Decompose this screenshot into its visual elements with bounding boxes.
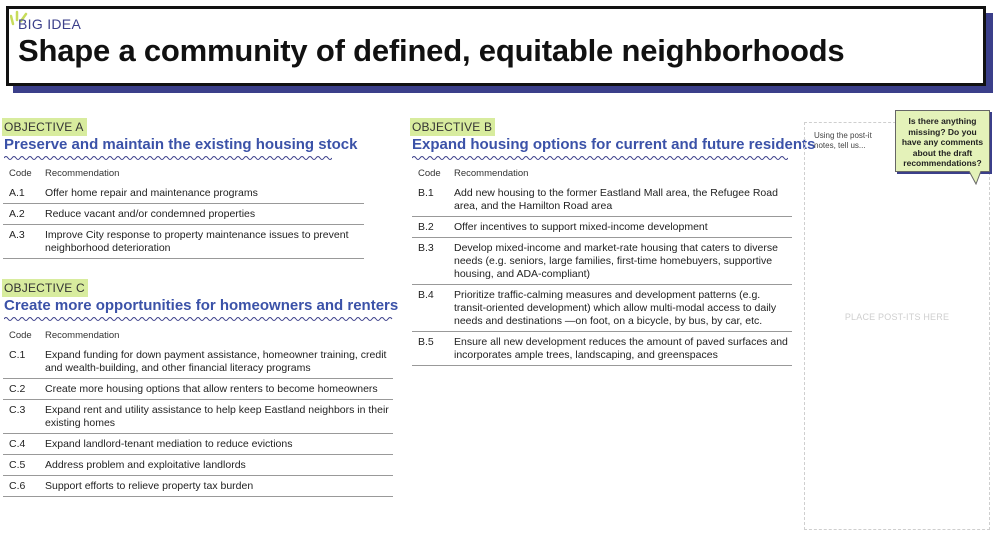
row-text: Reduce vacant and/or condemned properties: [45, 208, 256, 220]
table-row: [3, 455, 393, 476]
big-idea-label: BIG IDEA: [18, 16, 82, 32]
table-row: [412, 332, 792, 366]
objective-b-underline: [412, 155, 788, 161]
objective-c-title: Create more opportunities for homeowners and renters: [4, 297, 399, 314]
row-code: C.4: [9, 438, 26, 450]
row-text: Develop mixed-income and market-rate housing that caters to diverse needs (e.g. seniors, large families, first-time homebuyers, supportive housing, and ADA-compliant): [454, 242, 778, 280]
row-code: B.2: [418, 221, 434, 233]
row-text: Prioritize traffic-calming measures and development patterns (e.g. transit-oriented development) which allow multi-modal access to daily needs and destinations —on foot, on a bicycle, by bus, by car, etc.: [454, 289, 777, 327]
table-row: [412, 285, 792, 332]
row-code: B.5: [418, 336, 434, 348]
table-row: [3, 476, 393, 497]
row-text: Create more housing options that allow renters to become homeowners: [45, 383, 378, 395]
table-header: [3, 325, 393, 345]
row-code: C.3: [9, 404, 26, 416]
row-code: C.5: [9, 459, 26, 471]
row-text: Expand funding for down payment assistance, homeowner training, credit and wealth-building, and other financial literacy programs: [45, 349, 387, 374]
table-row: [412, 238, 792, 285]
page-title: Shape a community of defined, equitable neighborhoods: [18, 33, 845, 68]
table-header: [3, 163, 364, 183]
col-recommendation-header: Recommendation: [45, 329, 120, 341]
row-text: Ensure all new development reduces the amount of paved surfaces and incorporates ample trees, landscaping, and greenspaces: [454, 336, 788, 361]
table-row: [3, 225, 364, 259]
objective-a-table: [3, 163, 364, 259]
row-code: B.1: [418, 187, 434, 199]
objective-b-title: Expand housing options for current and future residents: [412, 136, 816, 153]
row-text: Offer home repair and maintenance programs: [45, 187, 258, 199]
row-text: Add new housing to the former Eastland Mall area, the Refugee Road area, and the Hamilton Road area: [454, 187, 778, 212]
row-code: B.4: [418, 289, 434, 301]
row-code: C.6: [9, 480, 26, 492]
row-code: C.1: [9, 349, 26, 361]
table-row: [412, 183, 792, 217]
speech-tail-icon: [968, 171, 982, 185]
table-row: [3, 400, 393, 434]
row-code: B.3: [418, 242, 434, 254]
row-text: Offer incentives to support mixed-income development: [454, 221, 708, 233]
objective-b-table: [412, 163, 792, 366]
table-header: [412, 163, 792, 183]
table-row: [3, 434, 393, 455]
objective-b-badge: OBJECTIVE B: [410, 118, 495, 136]
row-code: A.1: [9, 187, 25, 199]
row-text: Support efforts to relieve property tax burden: [45, 480, 254, 492]
row-text: Address problem and exploitative landlords: [45, 459, 246, 471]
table-row: [3, 345, 393, 379]
row-code: A.2: [9, 208, 25, 220]
table-row: [3, 183, 364, 204]
post-it-area[interactable]: [804, 122, 990, 530]
col-code-header: Code: [418, 167, 441, 179]
col-code-header: Code: [9, 329, 32, 341]
row-text: Expand rent and utility assistance to help keep Eastland neighbors in their existing homes: [45, 404, 389, 429]
row-code: C.2: [9, 383, 26, 395]
objective-a-badge: OBJECTIVE A: [2, 118, 87, 136]
objective-a-underline: [4, 155, 332, 161]
post-it-prompt: Using the post-it notes, tell us...: [814, 131, 872, 150]
objective-c-badge: OBJECTIVE C: [2, 279, 88, 297]
table-row: [3, 204, 364, 225]
row-code: A.3: [9, 229, 25, 241]
col-recommendation-header: Recommendation: [454, 167, 529, 179]
objective-c-table: [3, 325, 393, 497]
row-text: Expand landlord-tenant mediation to reduce evictions: [45, 438, 293, 450]
objective-c-underline: [4, 316, 394, 322]
comment-bubble: Is there anything missing? Do you have any comments about the draft recommendations?: [895, 110, 990, 172]
table-row: [3, 379, 393, 400]
objective-a-title: Preserve and maintain the existing housing stock: [4, 136, 358, 153]
row-text: Improve City response to property maintenance issues to prevent neighborhood deterioration: [45, 229, 349, 254]
post-it-placeholder: PLACE POST-ITS HERE: [844, 312, 950, 322]
col-recommendation-header: Recommendation: [45, 167, 120, 179]
col-code-header: Code: [9, 167, 32, 179]
table-row: [412, 217, 792, 238]
